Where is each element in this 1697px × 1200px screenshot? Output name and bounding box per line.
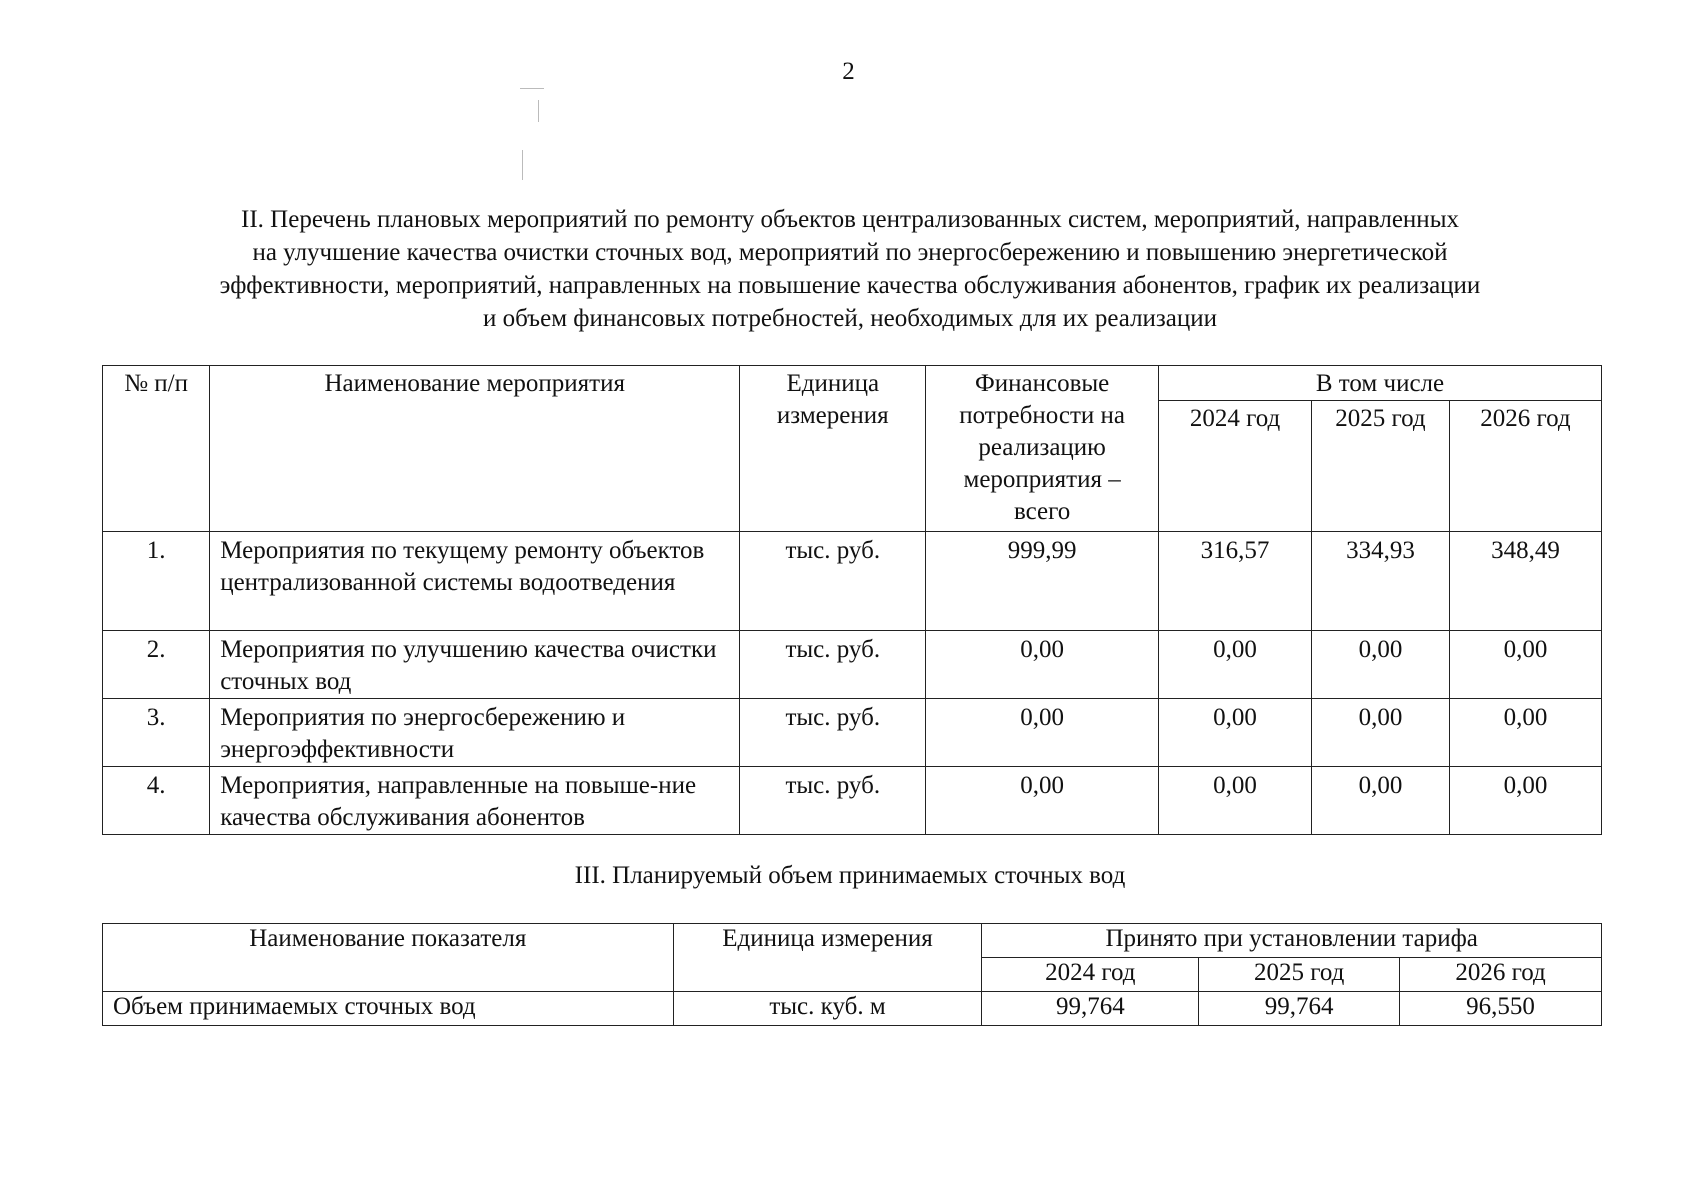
scan-artifact <box>522 150 523 180</box>
table-row <box>103 532 1602 631</box>
section-2-title-line: на улучшение качества очистки сточных вод, мероприятий по энергосбережению и повышению энергетической <box>252 239 1448 266</box>
section-3-title-text: III. Планируемый объем принимаемых сточных вод <box>574 862 1126 889</box>
header-num: № п/п <box>103 366 210 532</box>
section-2-title-line: II. Перечень плановых мероприятий по ремонту объектов централизованных систем, мероприятий, направленных <box>241 206 1459 233</box>
row-2024: 316,57 <box>1159 532 1312 631</box>
row-unit: тыс. руб. <box>740 767 926 835</box>
row-2026: 0,00 <box>1449 699 1601 767</box>
row-2025: 99,764 <box>1199 992 1400 1026</box>
header-name: Наименование мероприятия <box>210 366 740 532</box>
row-2024: 0,00 <box>1159 699 1312 767</box>
wastewater-volume-table <box>102 923 1602 1026</box>
section-2-title-line: и объем финансовых потребностей, необходимых для их реализации <box>482 305 1218 332</box>
header-year-2025: 2025 год <box>1312 401 1450 532</box>
row-num: 3. <box>103 699 210 767</box>
row-2024: 99,764 <box>982 992 1199 1026</box>
header-unit: Единица измерения <box>673 924 982 992</box>
row-2026: 96,550 <box>1400 992 1602 1026</box>
section-3-title <box>120 859 1580 892</box>
row-unit: тыс. куб. м <box>673 992 982 1026</box>
row-2026: 348,49 <box>1449 532 1601 631</box>
scan-artifact <box>520 88 544 89</box>
section-2-title <box>120 203 1580 335</box>
measures-table <box>102 365 1602 835</box>
row-name: Мероприятия по энергосбережению и энергоэффективности <box>210 699 740 767</box>
row-2024: 0,00 <box>1159 767 1312 835</box>
row-2025: 334,93 <box>1312 532 1450 631</box>
row-total: 999,99 <box>926 532 1159 631</box>
row-name: Мероприятия, направленные на повыше-ние качества обслуживания абонентов <box>210 767 740 835</box>
header-year-2024: 2024 год <box>982 958 1199 992</box>
row-name: Объем принимаемых сточных вод <box>103 992 674 1026</box>
row-num: 2. <box>103 631 210 699</box>
row-total: 0,00 <box>926 767 1159 835</box>
row-unit: тыс. руб. <box>740 699 926 767</box>
section-2-title-line: эффективности, мероприятий, направленных на повышение качества обслуживания абонентов, график их реализации <box>219 272 1481 299</box>
row-num: 1. <box>103 532 210 631</box>
header-year-2026: 2026 год <box>1400 958 1602 992</box>
row-total: 0,00 <box>926 699 1159 767</box>
header-indicator-name: Наименование показателя <box>103 924 674 992</box>
page-number: 2 <box>842 58 855 85</box>
header-year-2024: 2024 год <box>1159 401 1312 532</box>
row-2024: 0,00 <box>1159 631 1312 699</box>
header-finance: Финансовые потребности на реализацию мероприятия – всего <box>926 366 1159 532</box>
header-including: В том числе <box>1159 366 1602 401</box>
row-2025: 0,00 <box>1312 699 1450 767</box>
row-2026: 0,00 <box>1449 767 1601 835</box>
row-2025: 0,00 <box>1312 767 1450 835</box>
row-unit: тыс. руб. <box>740 532 926 631</box>
row-unit: тыс. руб. <box>740 631 926 699</box>
table-row <box>103 699 1602 767</box>
table-row <box>103 992 1602 1026</box>
row-2025: 0,00 <box>1312 631 1450 699</box>
row-num: 4. <box>103 767 210 835</box>
row-name: Мероприятия по улучшению качества очистки сточных вод <box>210 631 740 699</box>
table-row <box>103 631 1602 699</box>
row-total: 0,00 <box>926 631 1159 699</box>
header-unit: Единица измерения <box>740 366 926 532</box>
row-2026: 0,00 <box>1449 631 1601 699</box>
table-row <box>103 767 1602 835</box>
scan-artifact <box>538 100 539 122</box>
header-accepted: Принято при установлении тарифа <box>982 924 1602 958</box>
header-year-2025: 2025 год <box>1199 958 1400 992</box>
row-name: Мероприятия по текущему ремонту объектов централизованной системы водоотведения <box>210 532 740 631</box>
header-year-2026: 2026 год <box>1449 401 1601 532</box>
